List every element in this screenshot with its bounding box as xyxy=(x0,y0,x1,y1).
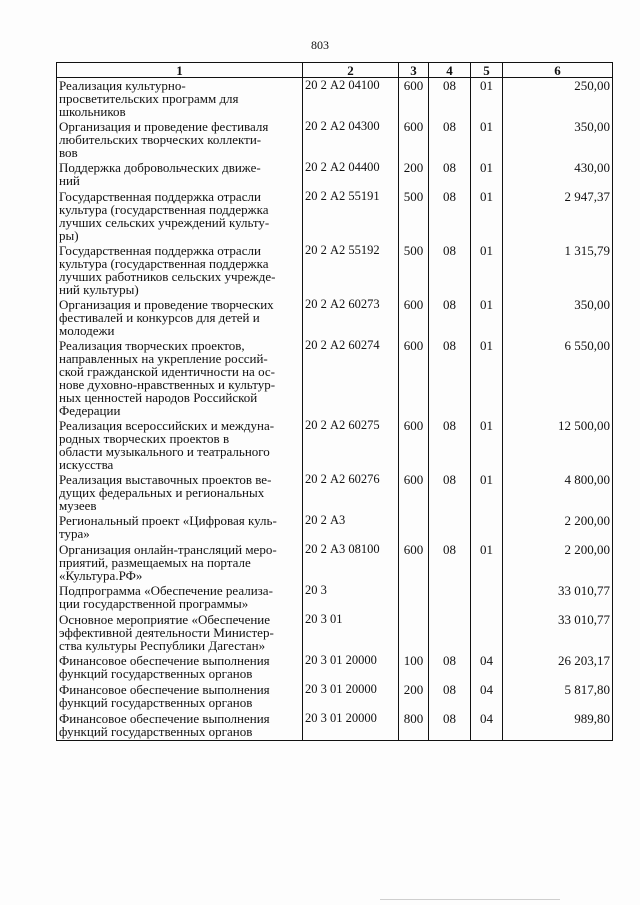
table-row xyxy=(57,682,613,711)
cell-column-5: 01 xyxy=(471,243,503,297)
cell-code: 20 3 01 xyxy=(303,612,399,653)
cell-code: 20 2 А2 60276 xyxy=(303,472,399,513)
cell-amount: 4 800,00 xyxy=(503,472,613,513)
cell-amount: 5 817,80 xyxy=(503,682,613,711)
cell-column-5: 01 xyxy=(471,472,503,513)
cell-column-3: 500 xyxy=(399,243,429,297)
table-row xyxy=(57,472,613,513)
cell-column-4 xyxy=(429,583,471,612)
cell-column-5 xyxy=(471,583,503,612)
cell-column-4: 08 xyxy=(429,119,471,160)
table-row xyxy=(57,711,613,741)
cell-column-3: 600 xyxy=(399,297,429,338)
cell-amount: 2 200,00 xyxy=(503,513,613,542)
cell-amount: 6 550,00 xyxy=(503,338,613,418)
cell-description: Реализация всероссийских и междуна- родных творческих проектов в области музыкального и театрального искусства xyxy=(57,418,303,472)
cell-column-3: 600 xyxy=(399,542,429,583)
cell-code: 20 2 А2 60274 xyxy=(303,338,399,418)
table-row xyxy=(57,612,613,653)
cell-description: Реализация творческих проектов, направленных на укрепление россий- ской гражданской идентичности на ос- нове духовно-нравственных и культур- ных ценностей народов Российской Федерации xyxy=(57,338,303,418)
table-row xyxy=(57,338,613,418)
column-header: 6 xyxy=(503,63,613,78)
cell-amount: 33 010,77 xyxy=(503,612,613,653)
cell-code: 20 2 А3 xyxy=(303,513,399,542)
cell-column-4: 08 xyxy=(429,682,471,711)
column-header: 2 xyxy=(303,63,399,78)
cell-column-5: 04 xyxy=(471,682,503,711)
cell-column-3: 600 xyxy=(399,119,429,160)
cell-column-4: 08 xyxy=(429,78,471,120)
cell-column-3: 100 xyxy=(399,653,429,682)
table-row xyxy=(57,297,613,338)
cell-column-4: 08 xyxy=(429,160,471,189)
cell-column-3: 500 xyxy=(399,189,429,243)
cell-amount: 26 203,17 xyxy=(503,653,613,682)
cell-column-5: 01 xyxy=(471,119,503,160)
cell-description: Реализация выставочных проектов ве- дущих федеральных и региональных музеев xyxy=(57,472,303,513)
cell-column-3: 200 xyxy=(399,160,429,189)
cell-column-5: 01 xyxy=(471,338,503,418)
table-row xyxy=(57,583,613,612)
cell-amount: 1 315,79 xyxy=(503,243,613,297)
cell-code: 20 2 А2 60275 xyxy=(303,418,399,472)
table-row xyxy=(57,160,613,189)
table-header-row xyxy=(57,63,613,78)
cell-code: 20 3 01 20000 xyxy=(303,682,399,711)
cell-column-5: 01 xyxy=(471,542,503,583)
cell-description: Поддержка добровольческих движе- ний xyxy=(57,160,303,189)
cell-code: 20 2 А2 60273 xyxy=(303,297,399,338)
cell-column-5: 01 xyxy=(471,78,503,120)
cell-column-4 xyxy=(429,612,471,653)
cell-column-3: 600 xyxy=(399,472,429,513)
cell-column-4: 08 xyxy=(429,297,471,338)
cell-column-5 xyxy=(471,513,503,542)
table-row xyxy=(57,78,613,120)
cell-amount: 2 200,00 xyxy=(503,542,613,583)
cell-column-5 xyxy=(471,612,503,653)
cell-code: 20 2 А2 04300 xyxy=(303,119,399,160)
cell-column-4 xyxy=(429,513,471,542)
cell-description: Подпрограмма «Обеспечение реализа- ции государственной программы» xyxy=(57,583,303,612)
cell-amount: 12 500,00 xyxy=(503,418,613,472)
cell-column-5: 01 xyxy=(471,160,503,189)
table-row xyxy=(57,513,613,542)
cell-column-3: 600 xyxy=(399,78,429,120)
cell-description: Основное мероприятие «Обеспечение эффективной деятельности Министер- ства культуры Республики Дагестан» xyxy=(57,612,303,653)
cell-column-4: 08 xyxy=(429,418,471,472)
cell-description: Финансовое обеспечение выполнения функций государственных органов xyxy=(57,682,303,711)
cell-column-3 xyxy=(399,612,429,653)
column-header: 4 xyxy=(429,63,471,78)
cell-description: Государственная поддержка отрасли культура (государственная поддержка лучших сельских учреждений культу- ры) xyxy=(57,189,303,243)
cell-description: Организация онлайн-трансляций меро- приятий, размещаемых на портале «Культура.РФ» xyxy=(57,542,303,583)
cell-column-5: 01 xyxy=(471,297,503,338)
cell-code: 20 3 01 20000 xyxy=(303,653,399,682)
cell-code: 20 2 А2 55192 xyxy=(303,243,399,297)
cell-column-3: 200 xyxy=(399,682,429,711)
cell-column-4: 08 xyxy=(429,542,471,583)
cell-code: 20 3 01 20000 xyxy=(303,711,399,741)
cell-column-5: 04 xyxy=(471,653,503,682)
cell-column-4: 08 xyxy=(429,189,471,243)
cell-code: 20 2 А2 04400 xyxy=(303,160,399,189)
cell-amount: 2 947,37 xyxy=(503,189,613,243)
cell-amount: 350,00 xyxy=(503,119,613,160)
cell-column-3 xyxy=(399,583,429,612)
cell-column-3: 600 xyxy=(399,418,429,472)
cell-amount: 33 010,77 xyxy=(503,583,613,612)
column-header: 1 xyxy=(57,63,303,78)
cell-description: Региональный проект «Цифровая куль- тура» xyxy=(57,513,303,542)
table-row xyxy=(57,542,613,583)
cell-description: Финансовое обеспечение выполнения функций государственных органов xyxy=(57,711,303,741)
cell-description: Государственная поддержка отрасли культура (государственная поддержка лучших работников сельских учрежде- ний культуры) xyxy=(57,243,303,297)
cell-column-3: 600 xyxy=(399,338,429,418)
cell-column-5: 04 xyxy=(471,711,503,741)
cell-description: Финансовое обеспечение выполнения функций государственных органов xyxy=(57,653,303,682)
cell-code: 20 2 А2 55191 xyxy=(303,189,399,243)
table-row xyxy=(57,418,613,472)
cell-column-5: 01 xyxy=(471,418,503,472)
table-row xyxy=(57,653,613,682)
cell-amount: 250,00 xyxy=(503,78,613,120)
cell-column-4: 08 xyxy=(429,472,471,513)
table-body xyxy=(57,78,613,741)
table-row xyxy=(57,243,613,297)
table-row xyxy=(57,189,613,243)
cell-description: Организация и проведение фестиваля любительских творческих коллекти- вов xyxy=(57,119,303,160)
cell-column-3 xyxy=(399,513,429,542)
cell-column-3: 800 xyxy=(399,711,429,741)
cell-code: 20 3 xyxy=(303,583,399,612)
cell-column-5: 01 xyxy=(471,189,503,243)
table-row xyxy=(57,119,613,160)
page-number: 803 xyxy=(311,38,329,52)
cell-description: Реализация культурно- просветительских программ для школьников xyxy=(57,78,303,120)
column-header: 5 xyxy=(471,63,503,78)
cell-amount: 430,00 xyxy=(503,160,613,189)
column-header: 3 xyxy=(399,63,429,78)
cell-column-4: 08 xyxy=(429,338,471,418)
cell-column-4: 08 xyxy=(429,711,471,741)
cell-code: 20 2 А2 04100 xyxy=(303,78,399,120)
cell-description: Организация и проведение творческих фестивалей и конкурсов для детей и молодежи xyxy=(57,297,303,338)
cell-amount: 989,80 xyxy=(503,711,613,741)
cell-amount: 350,00 xyxy=(503,297,613,338)
cell-column-4: 08 xyxy=(429,653,471,682)
cell-column-4: 08 xyxy=(429,243,471,297)
budget-table xyxy=(56,62,613,741)
scan-edge-line xyxy=(380,899,560,900)
cell-code: 20 2 А3 08100 xyxy=(303,542,399,583)
